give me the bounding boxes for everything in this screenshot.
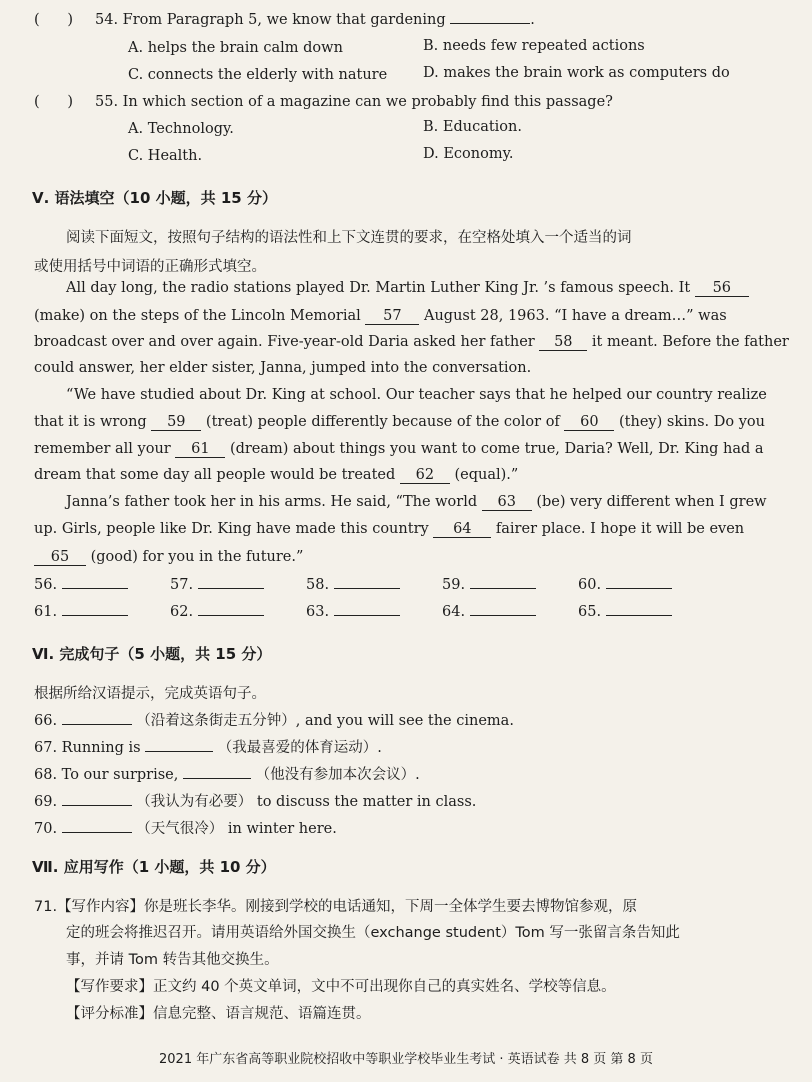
question-70: 70. （天气很冷） in winter here. [34,821,337,837]
scoring-criteria: 【评分标准】信息完整、语言规范、语篇连贯。 [66,1006,371,1022]
passage-line: “We have studied about Dr. King at school. Our teacher says that he helped our country realize [66,387,767,403]
answer-65[interactable]: 65. [578,604,672,620]
blank-64[interactable]: 64 [433,521,491,538]
option-d[interactable]: D. makes the brain work as computers do [423,65,730,81]
option-b[interactable]: B. Education. [423,119,522,135]
answer-57[interactable]: 57. [170,577,264,593]
option-b[interactable]: B. needs few repeated actions [423,38,645,54]
answer-60[interactable]: 60. [578,577,672,593]
instructions: 根据所给汉语提示，完成英语句子。 [34,686,266,702]
passage-line: dream that some day all people would be treated 62 (equal).” [34,467,519,483]
answer-64[interactable]: 64. [442,604,536,620]
answer-56[interactable]: 56. [34,577,128,593]
blank-65[interactable]: 65 [34,549,86,566]
answer-bracket: ( ) [34,94,73,110]
section-title: Ⅵ. 完成句子（5 小题，共 15 分） [32,645,272,663]
question-55-stem: 55. In which section of a magazine can we probably find this passage? [95,94,613,110]
passage-line: could answer, her elder sister, Janna, jumped into the conversation. [34,360,532,376]
answer-62[interactable]: 62. [170,604,264,620]
question-68: 68. To our surprise, （他没有参加本次会议）. [34,767,420,783]
answer-63[interactable]: 63. [306,604,400,620]
passage-line: that it is wrong 59 (treat) people differently because of the color of 60 (they) skins. Do you [34,414,765,430]
blank-56[interactable]: 56 [695,280,749,297]
answer-bracket: ( ) [34,12,73,28]
writing-task: 定的班会将推迟召开。请用英语给外国交换生（exchange student）Tom 写一张留言条告知此 [66,925,680,941]
option-a[interactable]: A. helps the brain calm down [128,40,343,56]
answer-61[interactable]: 61. [34,604,128,620]
blank-61[interactable]: 61 [175,441,225,458]
writing-task: 事，并请 Tom 转告其他交换生。 [66,952,279,968]
page-footer: 2021 年广东省高等职业院校招收中等职业学校毕业生考试 · 英语试卷 共 8 页 第 8 页 [159,1052,653,1067]
answer-blank[interactable] [62,832,132,833]
answer-blank[interactable] [183,778,251,779]
blank-58[interactable]: 58 [539,334,587,351]
blank-57[interactable]: 57 [365,308,419,325]
blank-63[interactable]: 63 [482,494,532,511]
answer-blank[interactable] [62,724,132,725]
section-title: Ⅴ. 语法填空（10 小题，共 15 分） [32,189,277,207]
instructions: 或使用括号中词语的正确形式填空。 [34,259,266,275]
passage-line: (make) on the steps of the Lincoln Memorial 57 August 28, 1963. “I have a dream…” was [34,308,727,324]
section-title: Ⅶ. 应用写作（1 小题，共 10 分） [32,858,276,876]
passage-line: up. Girls, people like Dr. King have made this country 64 fairer place. I hope it will be even [34,521,745,537]
passage-line: broadcast over and over again. Five-year-old Daria asked her father 58 it meant. Before the father [34,334,789,350]
blank-60[interactable]: 60 [564,414,614,431]
passage-line: remember all your 61 (dream) about things you want to come true, Daria? Well, Dr. King had a [34,441,764,457]
option-c[interactable]: C. connects the elderly with nature [128,67,388,83]
option-c[interactable]: C. Health. [128,148,203,164]
passage-line: Janna’s father took her in his arms. He said, “The world 63 (be) very different when I grew [66,494,767,510]
question-69: 69. （我认为有必要） to discuss the matter in class. [34,794,477,810]
option-d[interactable]: D. Economy. [423,146,514,162]
answer-59[interactable]: 59. [442,577,536,593]
blank-62[interactable]: 62 [400,467,450,484]
blank-59[interactable]: 59 [151,414,201,431]
writing-task: 71.【写作内容】你是班长李华。刚接到学校的电话通知，下周一全体学生要去博物馆参观，原 [34,899,638,915]
passage-line: All day long, the radio stations played Dr. Martin Luther King Jr. ’s famous speech. It 56 [66,280,749,297]
option-a[interactable]: A. Technology. [128,121,234,137]
writing-requirements: 【写作要求】正文约 40 个英文单词，文中不可出现你自己的真实姓名、学校等信息。 [66,979,616,995]
question-67: 67. Running is （我最喜爱的体育运动）. [34,740,382,756]
answer-blank[interactable] [62,805,132,806]
instructions: 阅读下面短文，按照句子结构的语法性和上下文连贯的要求，在空格处填入一个适当的词 [66,230,632,246]
answer-blank[interactable] [450,23,530,24]
answer-blank[interactable] [145,751,213,752]
question-66: 66. （沿着这条街走五分钟）, and you will see the cinema. [34,713,514,729]
question-54-stem: 54. From Paragraph 5, we know that gardening . [95,12,535,28]
answer-58[interactable]: 58. [306,577,400,593]
passage-line: 65 (good) for you in the future.” [34,549,303,566]
